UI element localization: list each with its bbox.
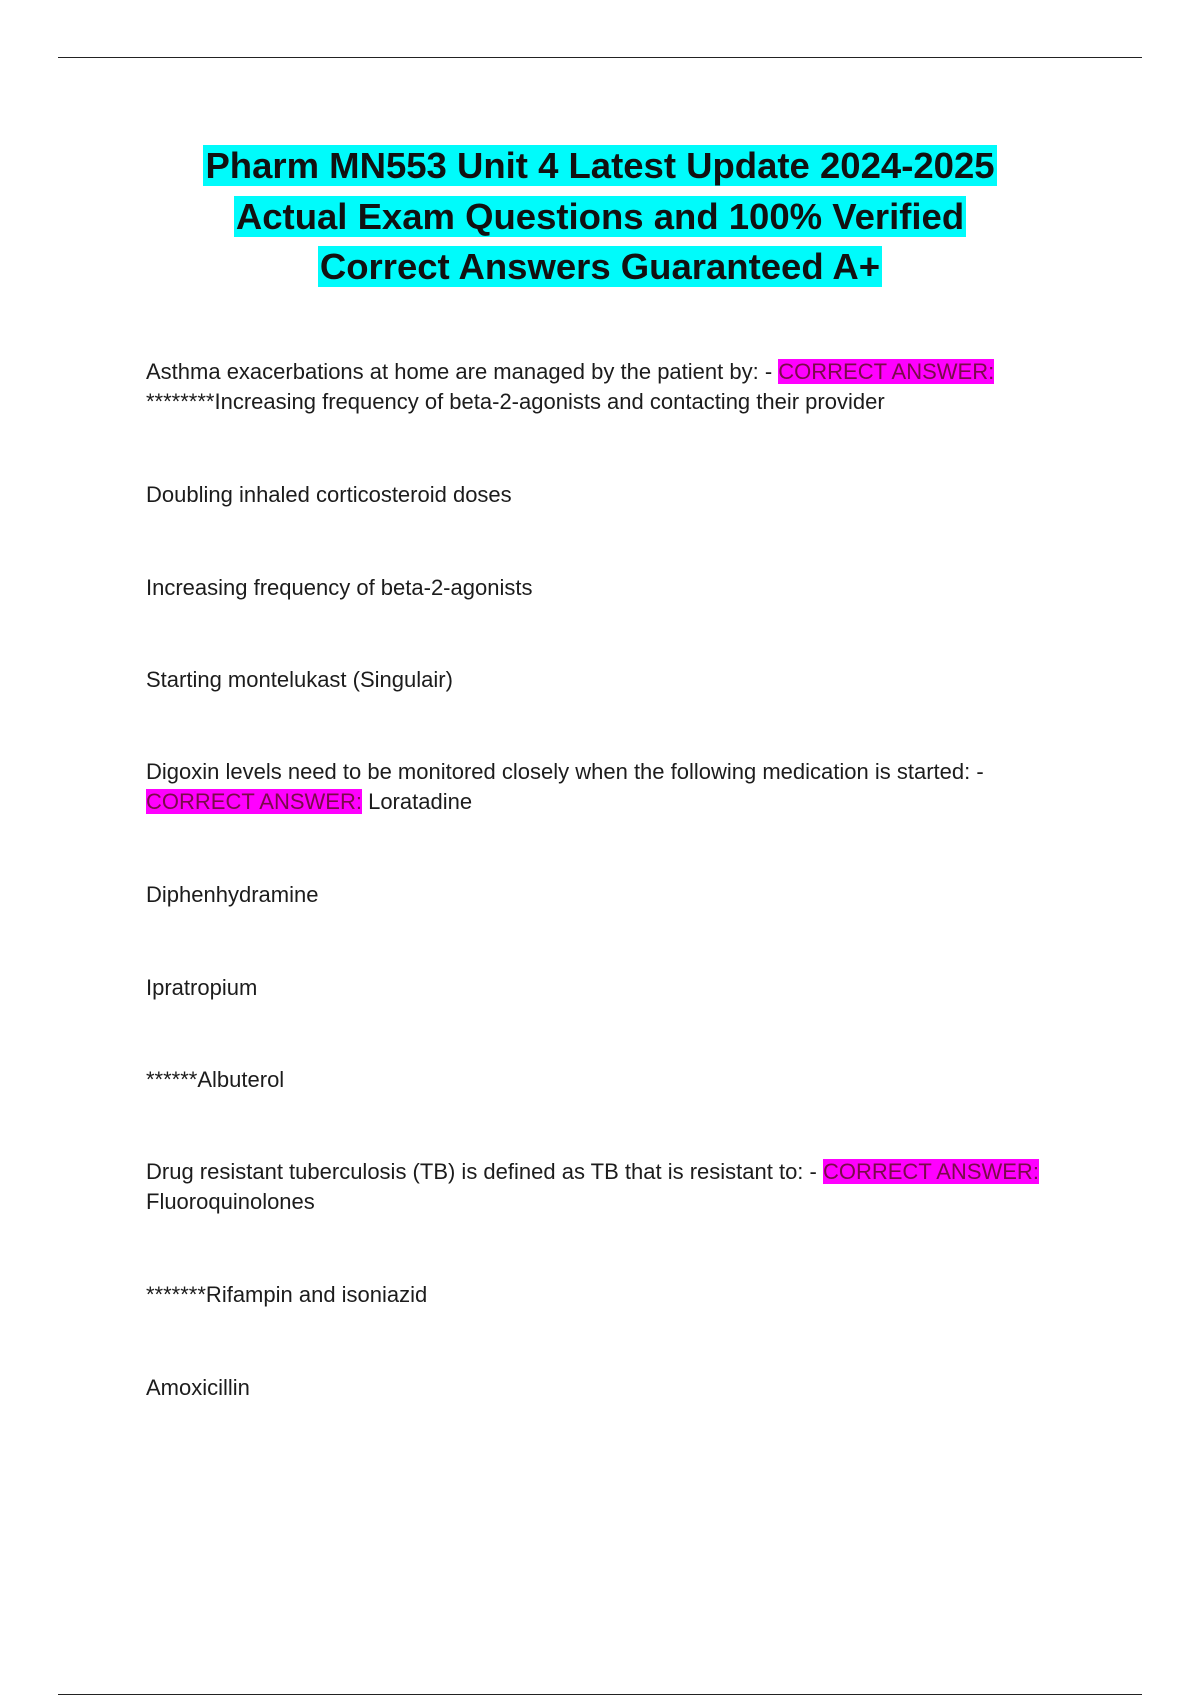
question-1-stem: Asthma exacerbations at home are managed by the patient by: - <box>146 359 779 384</box>
question-1-option-3: Starting montelukast (Singulair) <box>146 667 453 692</box>
question-2-option-1: Diphenhydramine <box>146 882 319 907</box>
question-2-stem: Digoxin levels need to be monitored closely when the following medication is started: - <box>146 759 984 784</box>
title-line-2: Actual Exam Questions and 100% Verified <box>235 195 965 237</box>
question-3-option-2: Amoxicillin <box>146 1375 250 1400</box>
bottom-rule <box>58 1694 1142 1695</box>
top-rule <box>58 57 1142 58</box>
question-1-option-1: Doubling inhaled corticosteroid doses <box>146 482 512 507</box>
question-1-option-2: Increasing frequency of beta-2-agonists <box>146 575 533 600</box>
question-3-stem: Drug resistant tuberculosis (TB) is defined as TB that is resistant to: - <box>146 1159 823 1184</box>
correct-answer-tag: CORRECT ANSWER: <box>778 359 995 384</box>
correct-answer-tag: CORRECT ANSWER: <box>822 1159 1039 1184</box>
question-2-option-2: Ipratropium <box>146 975 258 1000</box>
title-line-1: Pharm MN553 Unit 4 Latest Update 2024-2025 <box>205 145 995 186</box>
question-3-option-1: *******Rifampin and isoniazid <box>146 1282 428 1307</box>
question-1 <box>146 357 1086 417</box>
question-3-answer: Fluoroquinolones <box>146 1189 315 1214</box>
question-2-answer: Loratadine <box>368 789 473 814</box>
document-title <box>58 141 1142 293</box>
question-2 <box>146 757 1086 817</box>
correct-answer-tag: CORRECT ANSWER: <box>146 789 362 814</box>
question-2-option-3: ******Albuterol <box>146 1067 285 1092</box>
question-1-answer: ********Increasing frequency of beta-2-agonists and contacting their provider <box>146 389 885 414</box>
question-3 <box>146 1157 1086 1217</box>
title-line-3: Correct Answers Guaranteed A+ <box>319 246 881 287</box>
